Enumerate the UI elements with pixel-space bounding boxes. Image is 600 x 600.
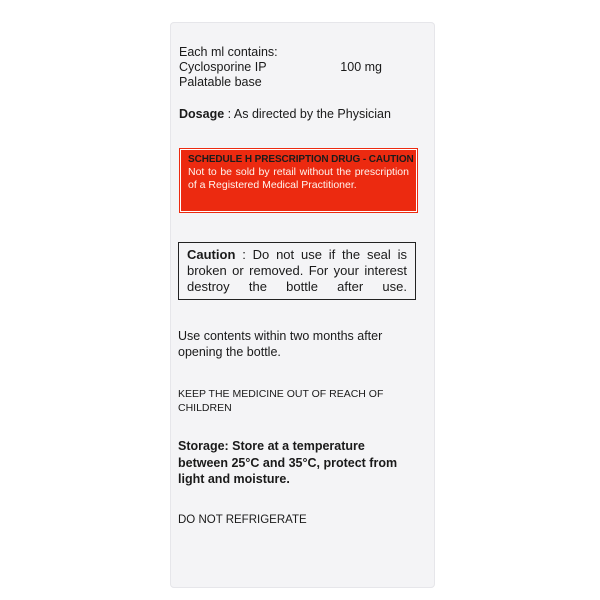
dosage-line [179, 107, 391, 121]
composition-heading: Each ml contains: [179, 45, 278, 59]
ingredient-quantity: 100 mg [340, 60, 382, 74]
do-not-refrigerate-note: DO NOT REFRIGERATE [178, 514, 307, 526]
composition-base: Palatable base [179, 75, 262, 89]
storage-instructions: Storage: Store at a temperature between 25°C and 35°C, protect from light and moisture. [178, 439, 398, 486]
schedule-h-title: SCHEDULE H PRESCRIPTION DRUG - CAUTION [188, 154, 414, 165]
caution-box [178, 242, 416, 300]
dosage-label: Dosage [179, 107, 225, 121]
caution-text: : Do not use if the seal is broken or removed. For your interest destroy the bottle after use. [187, 247, 407, 294]
dosage-text: : As directed by the Physician [224, 107, 391, 121]
composition-ingredient-row [179, 60, 399, 75]
schedule-h-text: Not to be sold by retail without the prescription of a Registered Medical Practitioner. [188, 166, 409, 191]
caution-label: Caution [187, 247, 236, 262]
schedule-h-warning-box [180, 149, 417, 212]
contents-usage-note: Use contents within two months after opening the bottle. [178, 329, 383, 359]
composition-block [179, 45, 399, 90]
keep-out-of-reach-note: KEEP THE MEDICINE OUT OF REACH OF CHILDREN [178, 388, 384, 414]
ingredient-name: Cyclosporine IP [179, 60, 267, 74]
